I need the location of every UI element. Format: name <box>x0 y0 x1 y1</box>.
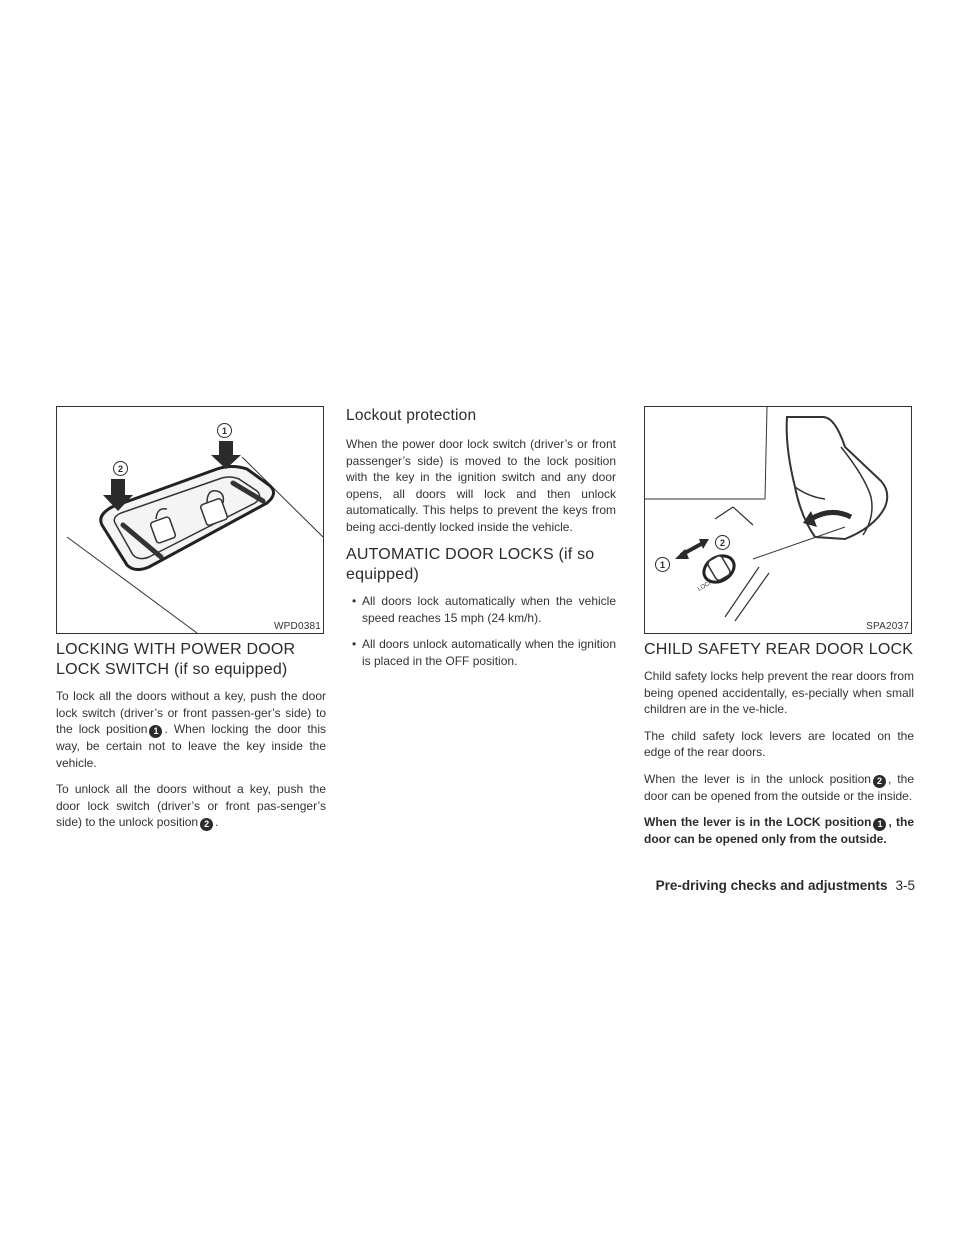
child-lock-illustration <box>645 407 911 633</box>
section-heading: CHILD SAFETY REAR DOOR LOCK <box>644 641 914 658</box>
lock-paragraph: To lock all the doors without a key, push the door lock switch (driver’s or front passen-ger’s side) to the lock position 1 . When locking the door this way, be certain not to leave the key inside the vehicle. <box>56 689 327 770</box>
child-lock-paragraph-3: When the lever is in the unlock position 2 , the door can be opened from the outside or the inside. <box>644 771 914 803</box>
footer-section-title: Pre-driving checks and adjustments <box>655 878 888 893</box>
bullet-item: • All doors unlock automatically when the ignition is placed in the OFF position. <box>346 636 616 669</box>
figure-marker-2: 2 <box>113 461 128 476</box>
child-lock-paragraph-1: Child safety locks help prevent the rear doors from being opened accidentally, es-pecially when small children are in the ve-hicle. <box>644 669 914 716</box>
unlock-paragraph: To unlock all the doors without a key, push the door lock switch (driver’s or front pas-senger’s side) to the unlock position 2 . <box>56 782 326 829</box>
figure-code: SPA2037 <box>866 621 909 632</box>
page-number: 3-5 <box>895 878 915 893</box>
figure-marker-1: 1 <box>655 557 670 572</box>
subsection-heading: Lockout protection <box>346 407 477 424</box>
child-safety-lock-figure <box>644 406 912 634</box>
column-middle <box>346 406 616 679</box>
figure-marker-2: 2 <box>715 535 730 550</box>
figure-code: WPD0381 <box>274 621 321 632</box>
child-lock-paragraph-4: When the lever is in the LOCK position 1 , the door can be opened only from the outside. <box>644 815 914 846</box>
bullet-item: • All doors lock automatically when the vehicle speed reaches 15 mph (24 km/h). <box>346 593 616 626</box>
lockout-paragraph: When the power door lock switch (driver’s or front passenger’s side) is moved to the lock position with the key in the ignition switch and any door opens, all doors will lock and then unlock automatically. This helps to prevent the keys from being acci-dently locked inside the vehicle. <box>346 437 616 534</box>
lock-label: LOCK <box>697 579 715 593</box>
section-heading: LOCKING WITH POWER DOOR LOCK SWITCH (if so equipped) <box>56 641 296 678</box>
marker-1: 1 <box>149 725 162 738</box>
column-left <box>56 406 326 841</box>
page-footer <box>590 878 915 893</box>
arrow-down-icon <box>211 441 241 469</box>
lock-switch-illustration <box>57 407 323 633</box>
section-heading: AUTOMATIC DOOR LOCKS (if so equipped) <box>346 546 595 583</box>
column-right <box>644 406 914 858</box>
marker-2: 2 <box>873 775 886 788</box>
double-arrow-icon <box>675 539 709 559</box>
power-door-lock-switch-figure <box>56 406 324 634</box>
marker-1: 1 <box>873 818 886 831</box>
child-lock-paragraph-2: The child safety lock levers are located on the edge of the rear doors. <box>644 728 914 759</box>
marker-2: 2 <box>200 818 213 831</box>
bullet-list <box>346 593 616 669</box>
figure-marker-1: 1 <box>217 423 232 438</box>
